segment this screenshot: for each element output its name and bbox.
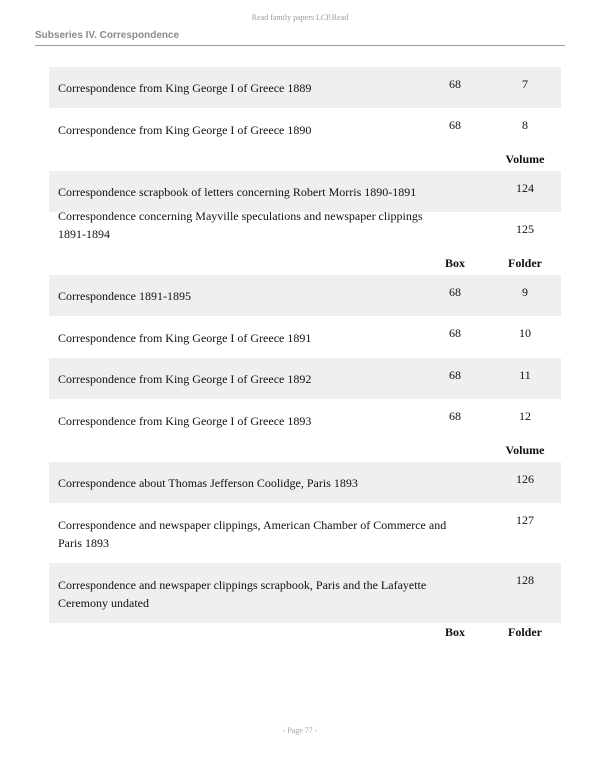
running-head: Read family papers LCP.Read <box>251 13 349 22</box>
row-folder: 12 <box>519 409 531 423</box>
row-volume: 127 <box>516 513 534 527</box>
table-row <box>49 462 561 503</box>
row-box: 68 <box>449 77 461 91</box>
row-box: 68 <box>449 368 461 382</box>
row-folder: 11 <box>519 368 531 382</box>
table-row <box>49 316 561 358</box>
table-row <box>49 209 561 254</box>
column-header <box>49 441 561 462</box>
row-description: Correspondence concerning Mayville speculations and newspaper clippings 1891-1894 <box>58 209 423 241</box>
column-header <box>49 150 561 171</box>
table-row <box>49 399 561 441</box>
row-box: 68 <box>449 409 461 423</box>
row-description: Correspondence from King George I of Greece 1890 <box>58 123 312 137</box>
row-description: Correspondence scrapbook of letters concerning Robert Morris 1890-1891 <box>58 185 417 199</box>
row-volume: 124 <box>516 181 534 195</box>
row-box: 68 <box>449 285 461 299</box>
row-volume: 128 <box>516 573 534 587</box>
column-header-volume: Volume <box>505 443 545 457</box>
row-folder: 7 <box>522 77 528 91</box>
column-header-box: Box <box>444 625 465 639</box>
row-box: 68 <box>449 326 461 340</box>
row-volume: 125 <box>516 222 534 236</box>
column-header-volume: Volume <box>505 152 545 166</box>
row-description: Correspondence and newspaper clippings, American Chamber of Commerce and Paris 1893 <box>58 518 447 550</box>
header-rule <box>35 45 565 46</box>
row-folder: 9 <box>522 285 528 299</box>
row-description: Correspondence from King George I of Greece 1891 <box>58 331 312 345</box>
row-description: Correspondence from King George I of Greece 1893 <box>58 414 312 428</box>
column-header <box>49 254 561 275</box>
subseries-heading: Subseries IV. Correspondence <box>35 30 180 41</box>
table-row <box>49 171 561 212</box>
column-header-folder: Folder <box>508 256 542 270</box>
row-description: Correspondence from King George I of Greece 1892 <box>58 372 312 386</box>
row-description: Correspondence 1891-1895 <box>58 289 191 303</box>
table-row <box>49 108 561 150</box>
column-header-folder: Folder <box>508 625 542 639</box>
column-header <box>49 623 561 644</box>
row-folder: 10 <box>519 326 531 340</box>
row-folder: 8 <box>522 118 528 132</box>
table-row <box>49 358 561 399</box>
row-volume: 126 <box>516 472 534 486</box>
table-row <box>49 275 561 316</box>
container-list-table <box>49 67 561 644</box>
page-number: - Page 77 - <box>282 726 318 735</box>
row-box: 68 <box>449 118 461 132</box>
table-row <box>49 503 561 563</box>
row-description: Correspondence from King George I of Greece 1889 <box>58 81 312 95</box>
column-header-box: Box <box>444 256 465 270</box>
table-row <box>49 67 561 108</box>
row-description: Correspondence and newspaper clippings scrapbook, Paris and the Lafayette Ceremony undated <box>58 578 427 610</box>
table-row <box>49 563 561 623</box>
row-description: Correspondence about Thomas Jefferson Coolidge, Paris 1893 <box>58 476 358 490</box>
